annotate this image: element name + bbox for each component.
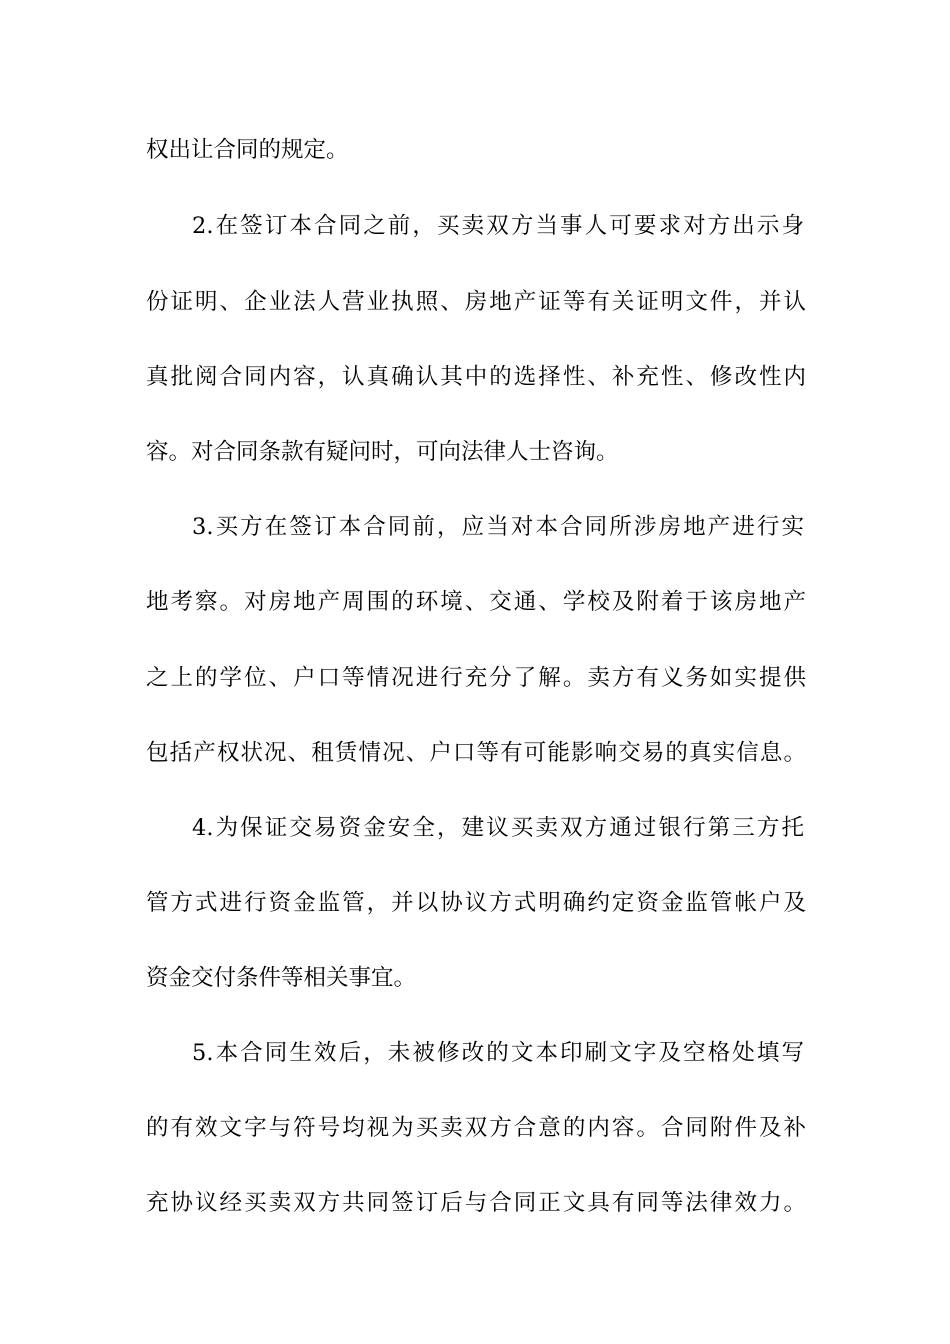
paragraph-first-line: 5.本合同生效后，未被修改的文本印刷文字及空格处填写	[192, 1040, 804, 1066]
text-line: 充协议经买卖双方共同签订后与合同正文具有同等法律效力。	[146, 1190, 806, 1216]
text-line: 真批阅合同内容，认真确认其中的选择性、补充性、修改性内	[146, 364, 806, 390]
text-line: 的有效文字与符号均视为买卖双方合意的内容。合同附件及补	[146, 1115, 806, 1141]
paragraph-first-line: 4.为保证交易资金安全，建议买卖双方通过银行第三方托	[192, 815, 804, 841]
paragraph-first-line: 3.买方在签订本合同前，应当对本合同所涉房地产进行实	[192, 514, 804, 540]
text-line: 权出让合同的规定。	[146, 137, 349, 163]
paragraph-first-line: 2.在签订本合同之前，买卖双方当事人可要求对方出示身	[192, 213, 804, 239]
text-line: 份证明、企业法人营业执照、房地产证等有关证明文件，并认	[146, 289, 806, 315]
text-line: 地考察。对房地产周围的环境、交通、学校及附着于该房地产	[146, 589, 806, 615]
text-line: 资金交付条件等相关事宜。	[146, 965, 417, 991]
text-line: 之上的学位、户口等情况进行充分了解。卖方有义务如实提供	[146, 665, 806, 691]
text-line: 管方式进行资金监管，并以协议方式明确约定资金监管帐户及	[146, 890, 806, 916]
text-line: 包括产权状况、租赁情况、户口等有可能影响交易的真实信息。	[146, 740, 806, 766]
text-line: 容。对合同条款有疑问时，可向法律人士咨询。	[146, 439, 619, 465]
